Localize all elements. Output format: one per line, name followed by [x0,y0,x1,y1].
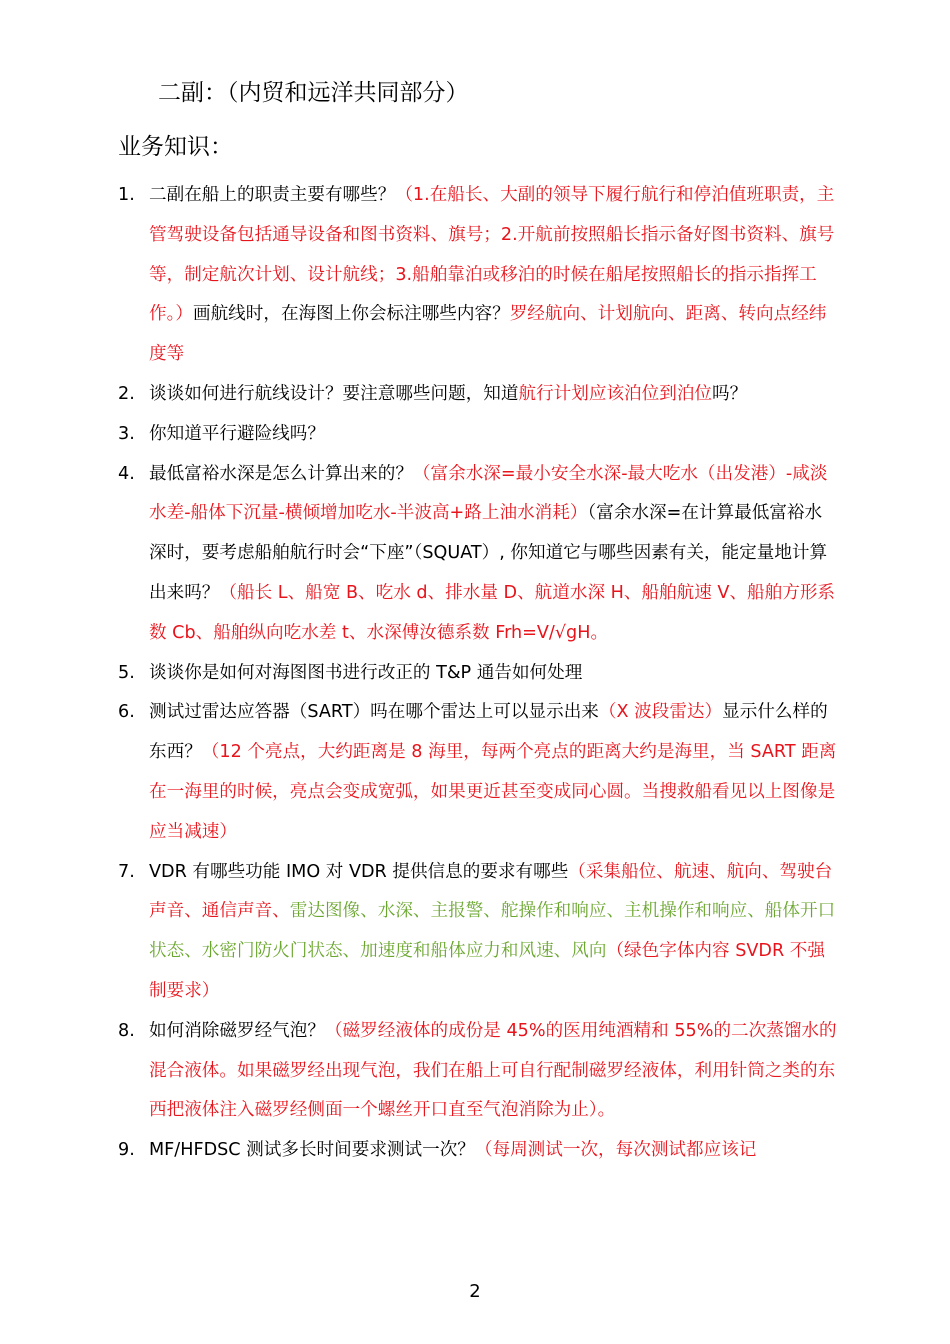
question-text: 如何消除磁罗经气泡？ [149,1020,325,1041]
answer-text: 航行计划应该泊位到泊位 [518,383,713,404]
list-item [118,375,838,415]
list-item [118,1012,838,1131]
page-number: 2 [469,1281,481,1302]
question-text: 谈谈你是如何对海图图书进行改正的 T&P 通告如何处理 [149,662,583,683]
question-text: VDR 有哪些功能 IMO 对 VDR 提供信息的要求有哪些 [149,861,569,882]
question-text: MF/HFDSC 测试多长时间要求测试一次？ [149,1140,475,1161]
answer-text: （船长 L、船宽 B、吃水 d、排水量 D、航道水深 H、船舶航速 V、船舶方形系数 Cb、船舶纵向吃水差 t、水深傅汝德系数 Frh=V/√gH。 [149,582,836,643]
question-text: 最低富裕水深是怎么计算出来的？ [149,463,413,484]
list-item-text [149,415,838,455]
answer-text: （绿色字体内容 SVDR 不强制要求） [149,941,825,1001]
list-item-text [149,654,838,694]
list-item-number: 3. [118,423,135,444]
answer-text: （磁罗经液体的成份是 45%的医用纯酒精和 55%的二次蒸馏水的混合液体。如果磁罗经出现气泡，我们在船上可自行配制磁罗经液体，利用针筒之类的东西把液体注入磁罗经侧面一个螺丝开口直至气泡消除为止）。 [149,1020,837,1121]
list-item-text [149,853,838,1012]
list-item-text [149,693,838,852]
list-item [118,176,838,375]
list-item [118,693,838,852]
list-item-number: 8. [118,1020,135,1041]
optional-answer-text: 雷达图像、水深、主报警、舵操作和响应、主机操作和响应、船体开口状态、水密门防火门状态、加速度和船体应力和风速、风向 [149,901,836,962]
answer-text: （X 波段雷达） [598,702,723,723]
list-item-number: 2. [118,383,135,404]
question-text: 吗？ [712,383,748,404]
document-title: 二副：（内贸和远洋共同部分） [158,80,469,106]
list-item-number: 4. [118,463,135,484]
question-text: 你知道平行避险线吗？ [149,423,325,444]
list-item [118,415,838,455]
list-item-number: 9. [118,1140,135,1161]
answer-text: （1.在船长、大副的领导下履行航行和停泊值班职责，主管驾驶设备包括通导设备和图书资料、旗号；2.开航前按照船长指示备好图书资料、旗号等，制定航次计划、设计航线；3.船舶靠泊或移泊的时候在船尾按照船长的指示指挥工作。） [149,185,835,325]
list-item-text [149,455,838,654]
answer-text: 罗经航向、计划航向、距离、转向点经纬度等 [149,304,827,365]
list-item-number: 7. [118,861,135,882]
list-item [118,1131,838,1171]
list-item-text [149,375,838,415]
list-item-number: 5. [118,662,135,683]
answer-text: （每周测试一次，每次测试都应该记 [474,1140,757,1161]
question-list [118,176,838,1171]
section-heading: 业务知识： [118,134,233,160]
question-text: （富余水深=在计算最低富裕水深时，要考虑船舶航行时会“下座”（SQUAT）, 你知道它与哪些因素有关，能定量地计算出来吗？ [149,503,828,603]
answer-text: （12 个亮点，大约距离是 8 海里，每两个亮点的距离大约是海里，当 SART 距离在一海里的时候，亮点会变成宽弧，如果更近甚至变成同心圆。当搜救船看见以上图像是应当减速） [149,742,837,842]
list-item-text [149,1131,838,1171]
list-item-number: 1. [118,185,135,205]
list-item-text [149,176,838,375]
answer-text: （采集船位、航速、航向、驾驶台声音、通信声音、 [149,861,833,922]
question-text: 测试过雷达应答器（SART）吗在哪个雷达上可以显示出来 [149,702,599,723]
answer-text: （富余水深=最小安全水深-最大吃水（出发港）-咸淡水差-船体下沉量-横倾增加吃水-半波高+路上油水消耗） [149,463,828,524]
list-item [118,853,838,1012]
question-text: 二副在船上的职责主要有哪些？ [149,185,396,205]
question-text: 显示什么样的东西？ [149,702,828,763]
list-item [118,455,838,654]
list-item [118,654,838,694]
list-item-number: 6. [118,702,135,723]
question-text: 画航线时，在海图上你会标注哪些内容？ [192,304,510,325]
list-item-text [149,1012,838,1131]
question-text: 谈谈如何进行航线设计？要注意哪些问题，知道 [149,383,519,404]
